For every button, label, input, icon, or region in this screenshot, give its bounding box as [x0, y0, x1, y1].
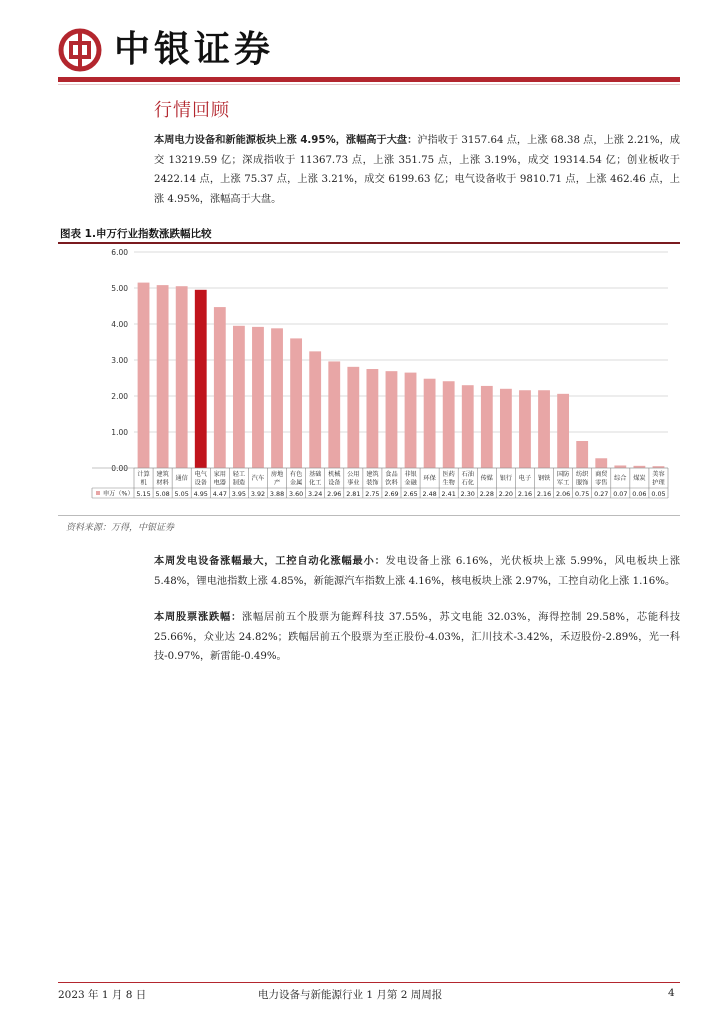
bar [614, 465, 626, 468]
data-value-label: 2.81 [346, 490, 361, 498]
x-category-label: 石化 [461, 479, 474, 487]
bar [424, 379, 436, 468]
data-value-label: 2.16 [517, 490, 533, 498]
x-category-label: 医药 [442, 471, 455, 478]
paragraph-body: 发电设备上涨 6.16%，光伏板块上涨 5.99%，风电板块上涨 5.48%，锂电池指数上涨 4.85%，新能源汽车指数上涨 4.16%，核电板块上涨 2.97%，工控自动化上涨 1.16%。 [154, 556, 681, 587]
data-value-label: 0.27 [594, 490, 609, 498]
y-tick-label: 3.00 [111, 356, 128, 365]
bar [538, 390, 550, 468]
footer-date: 2023 年 1 月 8 日 [58, 989, 147, 1001]
figure-bottom-rule [58, 515, 680, 516]
data-value-label: 4.95 [193, 490, 208, 498]
x-category-label: 计算 [137, 471, 150, 478]
x-category-label: 制造 [232, 479, 246, 487]
section-title: 行情回顾 [154, 100, 230, 121]
x-category-label: 轻工 [232, 471, 246, 478]
x-category-label: 军工 [556, 479, 570, 487]
paragraph-lead: 本周发电设备涨幅最大，工控自动化涨幅最小： [154, 556, 386, 567]
x-category-label: 石油 [461, 471, 474, 478]
header-divider-thin [58, 84, 680, 85]
x-category-label: 护理 [652, 479, 665, 487]
data-value-label: 2.96 [327, 490, 342, 498]
x-category-label: 环保 [423, 475, 436, 482]
data-value-label: 4.47 [212, 490, 227, 498]
bar [519, 390, 531, 468]
data-value-label: 2.75 [365, 490, 380, 498]
paragraph-lead: 本周电力设备和新能源板块上涨 4.95%，涨幅高于大盘： [154, 135, 418, 146]
data-value-label: 5.05 [174, 490, 189, 498]
x-category-label: 设备 [328, 479, 341, 487]
figure-title: 图表 1.申万行业指数涨跌幅比较 [60, 228, 212, 240]
x-category-label: 商贸 [595, 471, 608, 478]
bar [138, 283, 150, 468]
y-tick-label: 2.00 [111, 392, 128, 401]
paragraph-stock-performance [154, 608, 680, 667]
data-value-label: 2.69 [384, 490, 399, 498]
x-category-label: 公用 [347, 471, 360, 478]
figure-top-rule [58, 242, 680, 244]
bar [252, 327, 264, 468]
bar [347, 367, 359, 468]
x-category-label: 建筑 [366, 471, 379, 478]
paragraph-lead: 本周股票涨跌幅： [154, 612, 242, 623]
brand-name: 中银证券 [114, 29, 275, 70]
industry-index-bar-chart [88, 246, 670, 506]
bar [595, 458, 607, 468]
bank-of-china-logo-icon [58, 28, 102, 72]
x-category-label: 基础 [308, 471, 322, 478]
bar [557, 394, 569, 468]
data-value-label: 2.65 [403, 490, 418, 498]
bar [176, 286, 188, 468]
x-category-label: 机械 [328, 471, 341, 478]
x-category-label: 汽车 [251, 475, 265, 482]
x-category-label: 金属 [289, 479, 303, 487]
x-category-label: 电气 [194, 471, 207, 478]
bar [271, 328, 283, 468]
x-category-label: 通信 [175, 475, 188, 482]
x-category-label: 建筑 [156, 471, 169, 478]
data-value-label: 2.20 [498, 490, 514, 498]
paragraph-body: 涨幅居前五个股票为能辉科技 37.55%，苏文电能 32.03%，海得控制 29.58%，芯能科技 25.66%，众业达 24.82%；跌幅居前五个股票为至正股份-4.03%，汇川技术-3.42%，禾迈股份-2.89%，光一科技-0.97%，新雷能-0.49%。 [154, 612, 681, 662]
bar [633, 466, 645, 468]
page-number: 4 [668, 987, 675, 999]
x-category-label: 金融 [404, 479, 417, 487]
x-category-label: 房地 [270, 471, 284, 478]
data-value-label: 2.06 [555, 490, 571, 498]
y-tick-label: 0.00 [111, 464, 128, 473]
data-value-label: 3.60 [288, 490, 304, 498]
bar [462, 385, 474, 468]
bar [481, 386, 493, 468]
data-value-label: 5.15 [136, 490, 151, 498]
y-tick-label: 6.00 [111, 248, 128, 257]
x-category-label: 机 [140, 479, 147, 487]
bar [195, 290, 207, 468]
footer-divider [58, 982, 680, 983]
x-category-label: 传媒 [480, 475, 494, 482]
y-tick-label: 5.00 [111, 284, 128, 293]
data-value-label: 0.07 [613, 490, 628, 498]
x-category-label: 饮料 [385, 479, 398, 487]
bar [386, 371, 398, 468]
y-tick-label: 4.00 [111, 320, 128, 329]
footer-report-title: 电力设备与新能源行业 1 月第 2 周周报 [258, 989, 443, 1001]
data-value-label: 3.92 [250, 490, 266, 498]
x-category-label: 产 [273, 479, 281, 487]
x-category-label: 纺织 [575, 471, 589, 478]
bar [328, 361, 340, 468]
data-value-label: 2.48 [422, 490, 437, 498]
header-divider [58, 77, 680, 82]
figure-source: 资料来源：万得，中银证券 [66, 523, 175, 533]
data-value-label: 3.88 [269, 490, 285, 498]
paragraph-body: 沪指收于 3157.64 点，上涨 68.38 点，上涨 2.21%，成交 13219.59 亿；深成指收于 11367.73 点，上涨 351.75 点，上涨 3.19%，成交 19314.54 亿；创业板收于 2422.14 点，上涨 75.37 点，上涨 3.21%，成交 6199.63 亿；电气设备收于 9810.71 点，上涨 462.46 点，上涨 4.95%，涨幅高于大盘。 [154, 135, 680, 205]
legend-label: 申万（%） [103, 490, 134, 498]
bar [309, 351, 321, 468]
x-category-label: 综合 [614, 475, 627, 482]
x-category-label: 电器 [213, 479, 227, 487]
data-value-label: 2.16 [536, 490, 552, 498]
data-value-label: 3.95 [231, 490, 247, 498]
x-category-label: 非银 [404, 471, 417, 478]
data-value-label: 0.75 [575, 490, 590, 498]
x-category-label: 煤炭 [633, 475, 646, 482]
legend-swatch [96, 491, 100, 495]
bar [405, 373, 417, 468]
y-tick-label: 1.00 [111, 428, 128, 437]
bar [214, 307, 226, 468]
data-value-label: 3.24 [308, 490, 323, 498]
x-category-label: 服饰 [575, 479, 589, 487]
data-value-label: 2.41 [441, 490, 456, 498]
x-category-label: 零售 [595, 479, 608, 487]
x-category-label: 家用 [213, 471, 227, 478]
bar [500, 389, 512, 468]
data-value-label: 0.05 [651, 490, 666, 498]
data-value-label: 5.08 [155, 490, 170, 498]
x-category-label: 生物 [442, 479, 455, 487]
x-category-label: 设备 [194, 479, 207, 487]
x-category-label: 有色 [289, 471, 303, 478]
x-category-label: 化工 [308, 479, 322, 487]
bar [290, 338, 302, 468]
x-category-label: 事业 [347, 479, 360, 487]
bar [443, 381, 455, 468]
x-category-label: 美容 [652, 471, 665, 478]
bar [576, 441, 588, 468]
bar [233, 326, 245, 468]
x-category-label: 材料 [156, 479, 169, 487]
x-category-label: 食品 [385, 471, 398, 478]
paragraph-sector-performance [154, 552, 680, 591]
x-category-label: 装饰 [366, 479, 379, 487]
x-category-label: 银行 [499, 475, 513, 482]
paragraph-market-review [154, 131, 680, 209]
x-category-label: 电子 [518, 475, 532, 482]
x-category-label: 国防 [556, 471, 570, 478]
data-value-label: 0.06 [632, 490, 647, 498]
x-category-label: 钢铁 [537, 475, 551, 482]
data-value-label: 2.30 [460, 490, 475, 498]
bar [157, 285, 169, 468]
data-value-label: 2.28 [479, 490, 494, 498]
bar [366, 369, 378, 468]
